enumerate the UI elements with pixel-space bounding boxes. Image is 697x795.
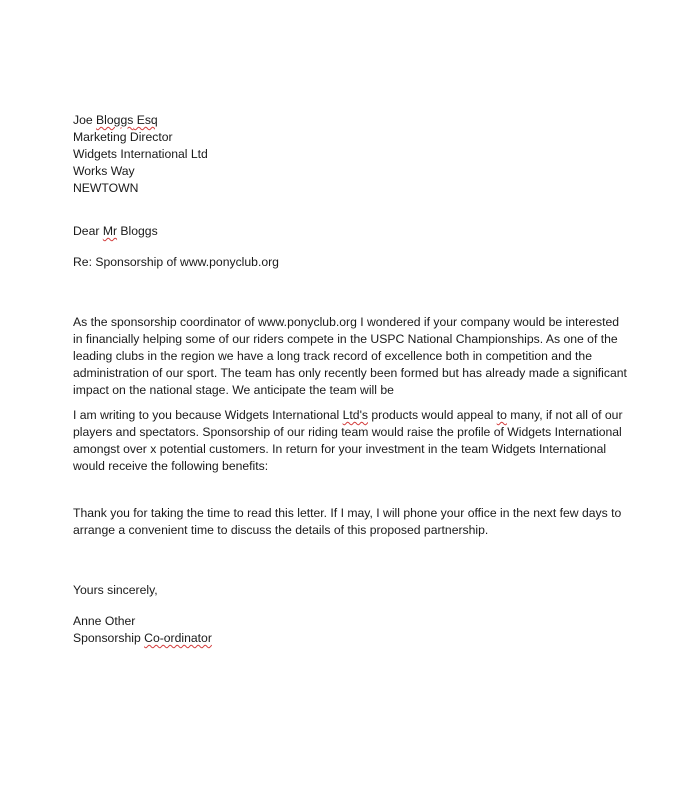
- salutation: [73, 223, 633, 240]
- recipient-title: Marketing Director: [73, 130, 173, 144]
- paragraph-1-line: in financially helping some of our riders compete in the USPC National Championships. As one of the: [73, 332, 618, 346]
- recipient-first-name: Joe: [73, 113, 97, 127]
- closing: [73, 582, 633, 599]
- salutation-prefix: Dear: [73, 224, 103, 238]
- body-paragraph-1: [73, 314, 633, 399]
- body-paragraph-3: [73, 505, 633, 539]
- salutation-line: [73, 223, 633, 240]
- subject-line: [73, 254, 633, 271]
- signature-block: [73, 613, 633, 647]
- paragraph-1-line: impact on the national stage. We anticipate the team will be: [73, 383, 394, 397]
- closing-text: Yours sincerely,: [73, 583, 158, 597]
- salutation-honorific: Mr: [102, 224, 118, 238]
- recipient-last-name: Bloggs: [96, 113, 134, 127]
- paragraph-2-text: products would appeal: [368, 408, 497, 422]
- subject-text: Re: Sponsorship of www.ponyclub.org: [73, 255, 279, 269]
- recipient-company: Widgets International Ltd: [73, 147, 208, 161]
- paragraph-3-line: arrange a convenient time to discuss the details of this proposed partnership.: [73, 523, 489, 537]
- recipient-name-line: [73, 112, 633, 129]
- paragraph-2-line: [73, 407, 633, 424]
- paragraph-2-flagged-word: to: [496, 408, 507, 422]
- paragraph-1-line: As the sponsorship coordinator of www.ponyclub.org I wondered if your company would be interested: [73, 315, 620, 329]
- recipient-address: [73, 112, 633, 197]
- recipient-suffix: Esq: [133, 113, 158, 127]
- paragraph-2-text: many, if not all of our: [506, 408, 623, 422]
- paragraph-1-line: leading clubs in the region we have a long track record of excellence both in competition and the: [73, 349, 592, 363]
- body-paragraph-2: [73, 407, 633, 475]
- salutation-name: Bloggs: [117, 224, 158, 238]
- paragraph-2-line: would receive the following benefits:: [73, 459, 269, 473]
- signature-title-misspelled: Co-ordinator: [144, 631, 212, 645]
- recipient-town: NEWTOWN: [73, 181, 139, 195]
- signature-title-prefix: Sponsorship: [73, 631, 145, 645]
- signature-title-line: [73, 630, 633, 647]
- paragraph-1-line: administration of our sport. The team has only recently been formed but has already made a significant: [73, 366, 627, 380]
- signature-name: Anne Other: [73, 614, 136, 628]
- paragraph-2-text: I am writing to you because Widgets International: [73, 408, 343, 422]
- paragraph-3-line: Thank you for taking the time to read this letter. If I may, I will phone your office in the next few days to: [73, 506, 622, 520]
- paragraph-2-line: amongst over x potential customers. In return for your investment in the team Widgets International: [73, 442, 607, 456]
- paragraph-2-line: players and spectators. Sponsorship of our riding team would raise the profile of Widgets International: [73, 425, 622, 439]
- recipient-street: Works Way: [73, 164, 135, 178]
- paragraph-2-misspelled-word: Ltd's: [342, 408, 368, 422]
